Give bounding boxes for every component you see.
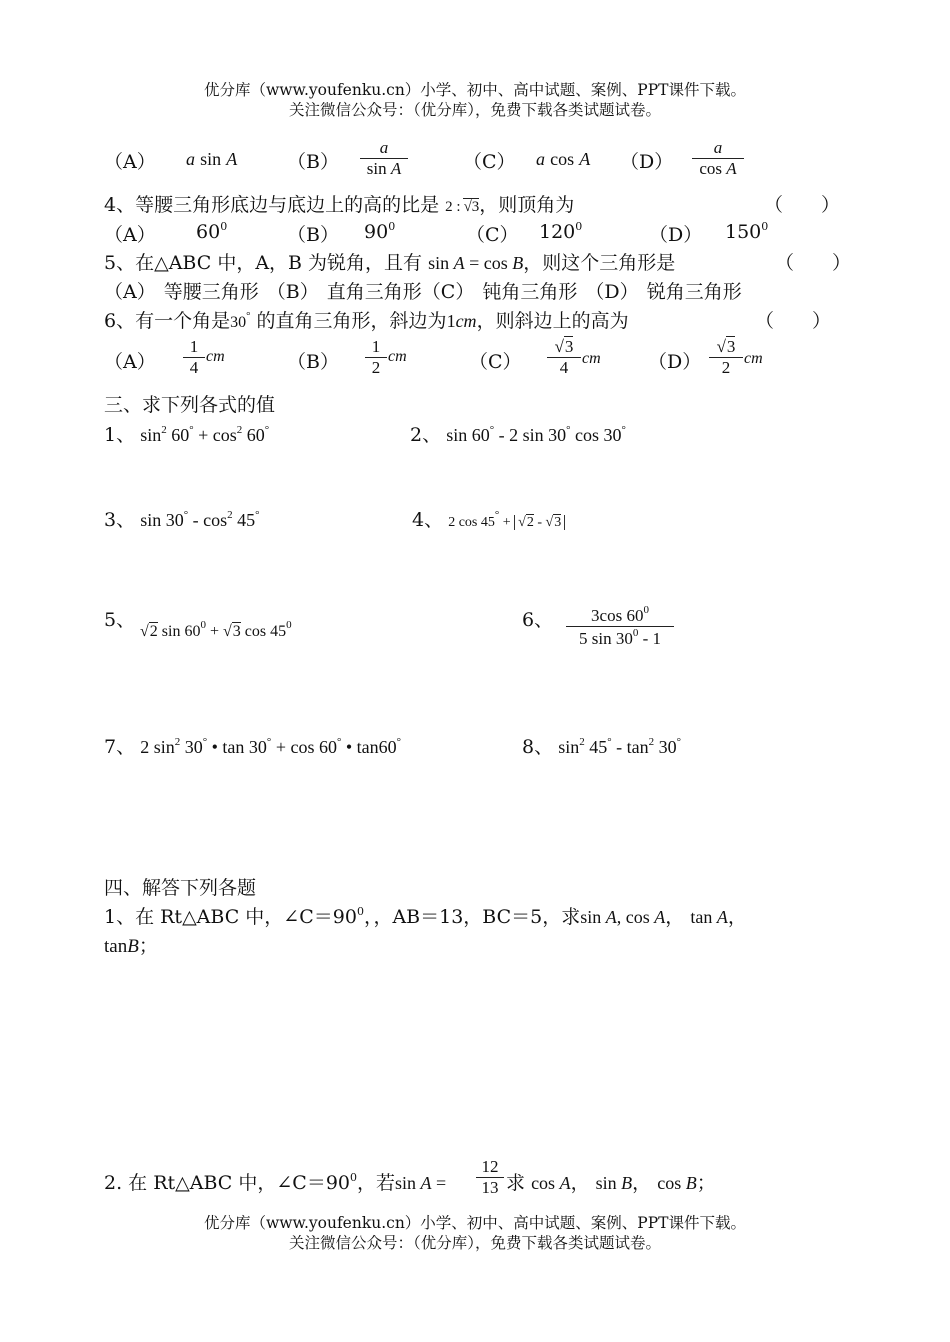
- section-3-problem-1: 1、 $\sin^2 60^\circ + \cos^2 60^\circ$: [104, 424, 270, 446]
- q4-option-d-label: （D）: [649, 224, 703, 246]
- q4-ratio: 2 : √3: [445, 199, 480, 215]
- q6-option-c-label: （C）: [469, 351, 522, 373]
- q6-option-a-fraction: $\frac{1}{4}$: [183, 337, 205, 378]
- q4-answer-blank: （ ）: [764, 194, 841, 216]
- section-3-problem-2: 2、 sin 60° - 2 sin 30° cos 30°: [410, 424, 626, 446]
- section-3-title: 三、求下列各式的值: [104, 394, 276, 416]
- section-3-problem-6-label: 6、: [522, 609, 554, 631]
- q6-answer-blank: （ ）: [755, 310, 832, 332]
- section-4-question-2: 2. 在 Rt△ABC 中，$\angle C=90^0$，若sin A =: [104, 1171, 447, 1194]
- q5-options: （A） 等腰三角形 （B） 直角三角形（C） 钝角三角形 （D） 锐角三角形: [104, 281, 742, 303]
- section-3-problem-8: 8、 $\sin^2 45^\circ - \tan^2 30^\circ$: [522, 736, 681, 758]
- section-3-problem-5-label: 5、: [104, 609, 136, 631]
- q4-option-a-value: $60^0$: [196, 220, 228, 243]
- q5-question: 5、在△ABC 中，A，B 为锐角，且有 sin A = cos B，则这个三角形是: [104, 252, 676, 274]
- section-4-title: 四、解答下列各题: [104, 877, 257, 899]
- q6-option-a-unit: cm: [206, 348, 225, 365]
- section-3-problem-7: 7、 2 $\sin^2 30^\circ$ • tan 30° + cos 60° • tan60°: [104, 736, 402, 758]
- header-line-1: 优分库（www.youfenku.cn）小学、初中、高中试题、案例、PPT课件下载。: [203, 81, 747, 99]
- q3-option-d-label: （D）: [620, 151, 674, 173]
- section-4-question-2-fraction: $\frac{12}{13}$: [476, 1157, 504, 1198]
- section-4-question-1-line-2: tanB；: [104, 935, 158, 957]
- section-3-problem-4: 4、 2 cos 45° + √2 - √3: [412, 505, 565, 532]
- footer-line-1: 优分库（www.youfenku.cn）小学、初中、高中试题、案例、PPT课件下载。: [203, 1214, 747, 1232]
- q6-option-c-unit: cm: [582, 350, 601, 367]
- q5-equation: sin A = cos B: [428, 253, 524, 273]
- q4-option-c-label: （C）: [466, 224, 519, 246]
- header-line-2: 关注微信公众号：（优分库），免费下载各类试题试卷。: [288, 101, 661, 119]
- section-3-problem-5: √2 $\sin 60^0 + √3$ $\cos 45^0$: [140, 619, 292, 640]
- q3-option-a-expr: a sin A: [186, 149, 238, 169]
- q4-option-b-label: （B）: [287, 224, 339, 246]
- q4-option-c-value: $120^0$: [539, 220, 583, 243]
- q3-option-c-label: （C）: [463, 151, 516, 173]
- q3-option-b-fraction: $\frac{a}{\text{sin A}}$: [360, 138, 408, 179]
- section-3-problem-6-fraction: $\frac{3\cos 60^0}{5 \sin 30^0 - 1}$: [566, 604, 674, 649]
- q6-option-a-label: （A）: [104, 351, 156, 373]
- section-3-problem-3: 3、 $\sin 30^\circ - \cos^2 45^\circ$: [104, 509, 260, 531]
- q3-option-a-label: （A）: [104, 151, 156, 173]
- q6-question: 6、有一个角是30° 的直角三角形，斜边为1cm，则斜边上的高为: [104, 310, 629, 332]
- q6-option-d-label: （D）: [648, 351, 702, 373]
- section-4-question-1: 1、在 Rt△ABC 中，$\angle C=90^0$，，AB＝13，BC＝5，求sin A, cos A， tan A，: [104, 905, 747, 928]
- q6-option-b-label: （B）: [287, 351, 339, 373]
- q4-option-a-label: （A）: [104, 224, 156, 246]
- q6-option-c-fraction: $\frac{√3}{4}$: [547, 337, 581, 378]
- q5-answer-blank: （ ）: [775, 252, 852, 274]
- section-4-question-2-tail: 求 cos A， sin B， cos B；: [506, 1172, 716, 1194]
- q4-option-b-value: $90^0$: [364, 220, 396, 243]
- q3-option-b-label: （B）: [287, 151, 339, 173]
- q3-option-c-expr: a cos A: [536, 149, 591, 169]
- q6-option-b-fraction: $\frac{1}{2}$: [365, 337, 387, 378]
- q4-option-d-value: $150^0$: [725, 220, 769, 243]
- q6-option-d-unit: cm: [744, 350, 763, 367]
- q6-option-b-unit: cm: [388, 348, 407, 365]
- q6-option-d-fraction: $\frac{√3}{2}$: [709, 337, 743, 378]
- q3-option-d-fraction: $\frac{a}{\text{cos A}}$: [692, 138, 744, 179]
- q4-question: 4、等腰三角形底边与底边上的高的比是 2 : √3，则顶角为: [104, 194, 575, 216]
- footer-line-2: 关注微信公众号：（优分库），免费下载各类试题试卷。: [288, 1234, 661, 1252]
